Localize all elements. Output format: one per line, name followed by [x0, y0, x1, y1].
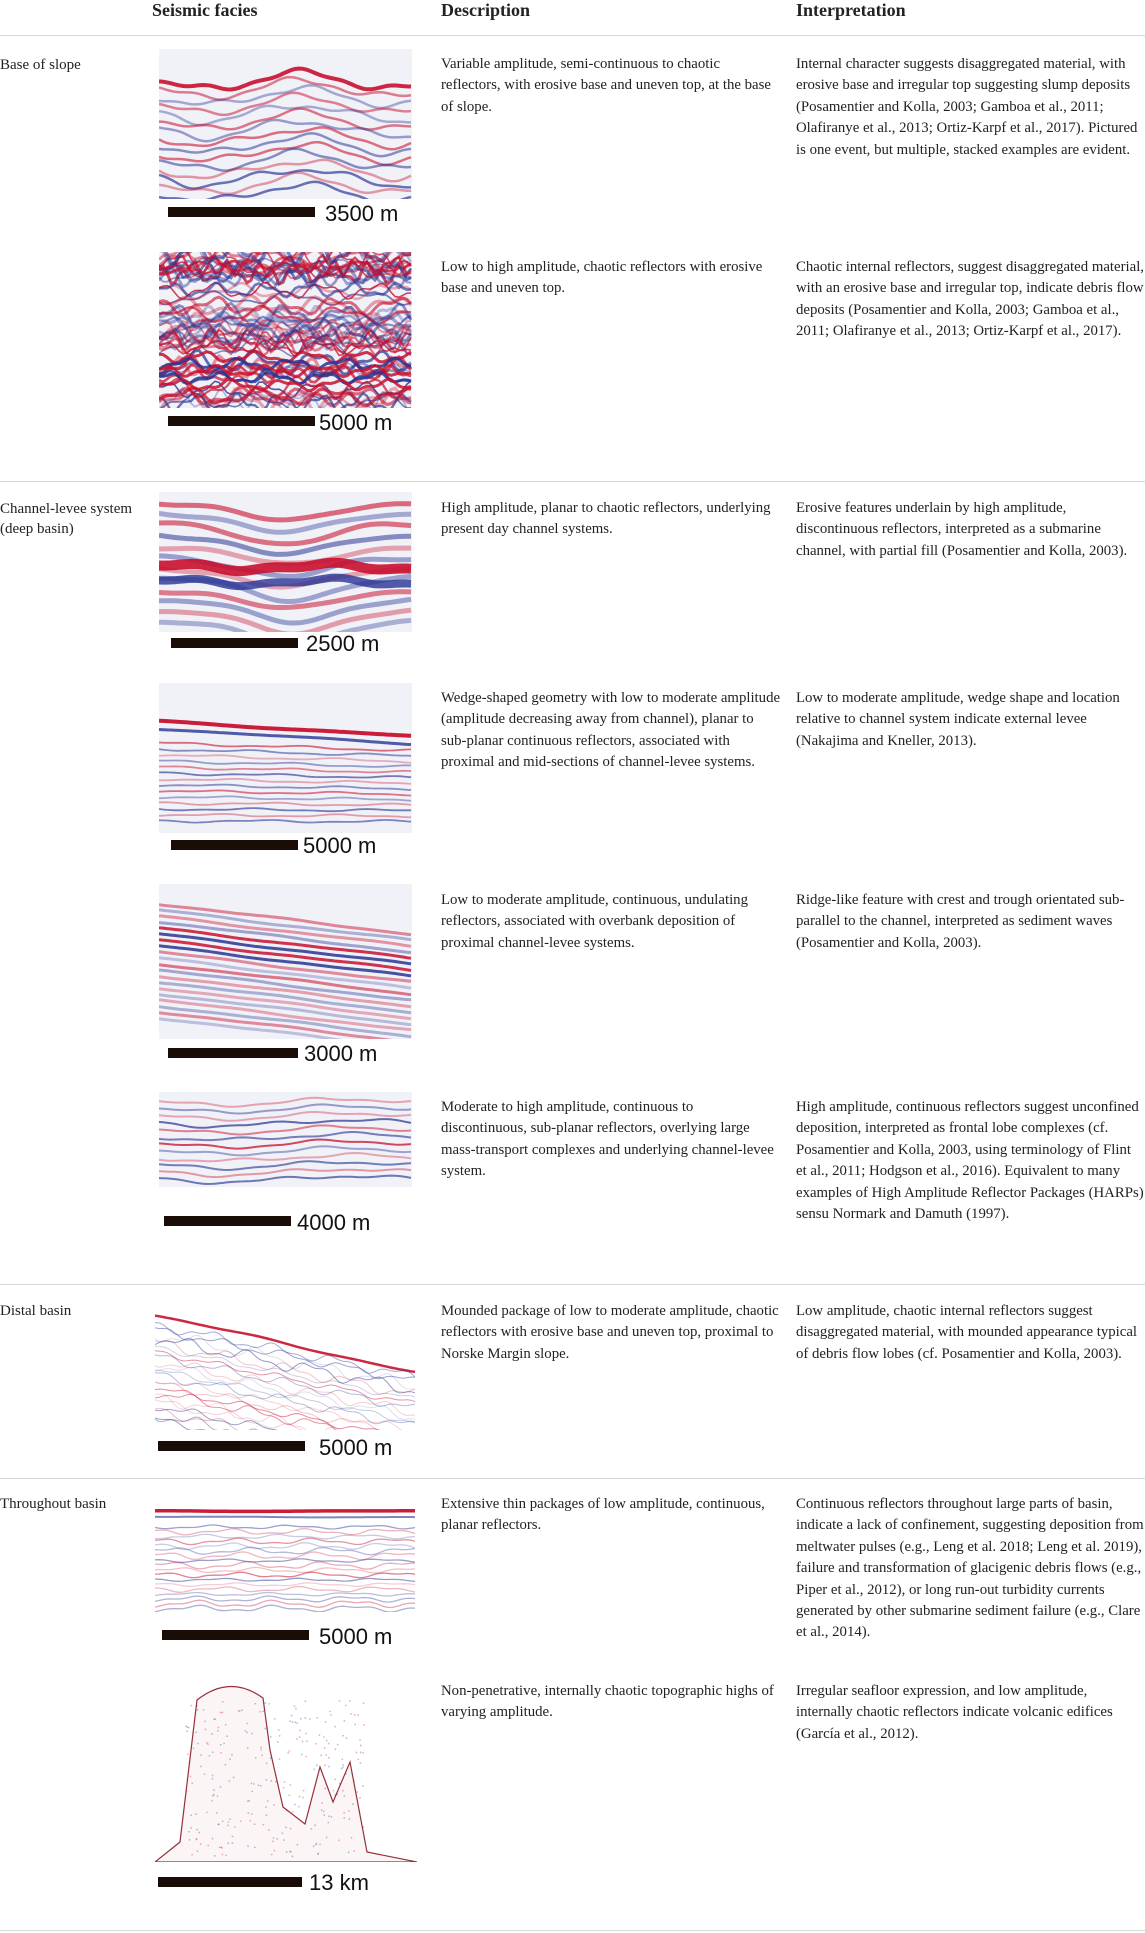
- header-seismic-facies: Seismic facies: [152, 0, 258, 20]
- interpretation-text: Erosive features underlain by high amplitude, discontinuous reflectors, interpreted as a submarine channel, with partial fill (Posamentier and Kolla, 2003).: [796, 500, 1128, 559]
- header-divider: [0, 35, 1145, 36]
- seismic-texture: [159, 252, 412, 408]
- seismic-texture: [159, 1092, 412, 1187]
- description-text: Low to moderate amplitude, continuous, undulating reflectors, associated with overbank deposition of proximal channel-levee systems.: [441, 892, 748, 951]
- interpretation-text: Low to moderate amplitude, wedge shape and location relative to channel system indicate external levee (Nakajima and Kneller, 2013).: [796, 690, 1120, 749]
- seismic-image: [159, 683, 412, 833]
- description-text: Non-penetrative, internally chaotic topographic highs of varying amplitude.: [441, 1683, 774, 1721]
- seismic-texture: [155, 1499, 417, 1612]
- group-divider: [0, 1284, 1145, 1285]
- group-divider: [0, 481, 1145, 482]
- seismic-texture: [159, 683, 412, 833]
- scale-label: 3500 m: [325, 201, 399, 226]
- scale-bar: [168, 207, 315, 217]
- seismic-texture: [155, 1680, 417, 1862]
- group-label: Base of slope: [0, 57, 81, 73]
- scale-label: 4000 m: [297, 1210, 371, 1235]
- seismic-texture: [159, 49, 412, 199]
- interpretation-text: Continuous reflectors throughout large parts of basin, indicate a lack of confinement, suggesting deposition from meltwater pulses (e.g., Leng et al. 2018; Leng et al. 2019), failure and transformation of glacigenic debris flows (e.g., Piper et al., 2012), or long run-out turbidity currents generated by other submarine sediment failure (e.g., Clare et al., 2014).: [796, 1496, 1144, 1641]
- interpretation-text: High amplitude, continuous reflectors suggest unconfined deposition, interpreted as frontal lobe complexes (cf. Posamentier and Kolla, 2003, using terminology of Flint et al., 2011; Hodgson et al., 2016). Equivalent to many examples of High Amplitude Reflector Packages (HARPs) sensu Normark and Damuth (1997).: [796, 1099, 1144, 1223]
- scale-label: 5000 m: [319, 1435, 393, 1460]
- seismic-image: [159, 252, 412, 408]
- scale-bar: [168, 1048, 298, 1058]
- scale-bar: [168, 416, 315, 426]
- group-divider: [0, 1478, 1145, 1479]
- seismic-texture: [155, 1303, 417, 1430]
- seismic-image: [155, 1680, 417, 1862]
- group-label: Channel-levee system (deep basin): [0, 501, 133, 537]
- seismic-image: [159, 492, 412, 632]
- group-label: Throughout basin: [0, 1496, 107, 1512]
- scale-bar: [162, 1630, 309, 1640]
- scale-bar: [158, 1877, 302, 1887]
- interpretation-text: Low amplitude, chaotic internal reflectors suggest disaggregated material, with mounded appearance typical of debris flow lobes (cf. Posamentier and Kolla, 2003).: [796, 1303, 1138, 1362]
- group-label: Distal basin: [0, 1303, 72, 1319]
- description-text: High amplitude, planar to chaotic reflectors, underlying present day channel systems.: [441, 500, 771, 538]
- description-text: Mounded package of low to moderate amplitude, chaotic reflectors with erosive base and uneven top, proximal to Norske Margin slope.: [441, 1303, 779, 1362]
- description-text: Low to high amplitude, chaotic reflectors with erosive base and uneven top.: [441, 259, 763, 297]
- scale-label: 5000 m: [319, 410, 393, 435]
- description-text: Wedge-shaped geometry with low to moderate amplitude (amplitude decreasing away from channel), planar to sub-planar continuous reflectors, associated with proximal and mid-sections of channel-levee systems.: [441, 690, 781, 771]
- seismic-texture: [159, 884, 412, 1039]
- scale-bar: [158, 1441, 305, 1451]
- scale-bar: [164, 1216, 291, 1226]
- interpretation-text: Internal character suggests disaggregated material, with erosive base and irregular top suggesting slump deposits (Posamentier and Kolla, 2003; Gamboa et al., 2011; Olafiranye et al., 2013; Ortiz-Karpf et al., 2017). Pictured is one event, but multiple, stacked examples are evident.: [796, 56, 1138, 158]
- scale-label: 13 km: [309, 1870, 369, 1895]
- seismic-image: [159, 884, 412, 1039]
- seismic-texture: [159, 492, 412, 632]
- seismic-image: [159, 1092, 412, 1187]
- interpretation-text: Irregular seafloor expression, and low amplitude, internally chaotic reflectors indicate volcanic edifices (García et al., 2012).: [796, 1683, 1113, 1742]
- scale-label: 3000 m: [304, 1041, 378, 1066]
- table-bottom-rule: [0, 1930, 1145, 1931]
- seismic-image: [155, 1303, 417, 1430]
- seismic-image: [155, 1499, 417, 1612]
- interpretation-text: Ridge-like feature with crest and trough orientated sub-parallel to the channel, interpreted as sediment waves (Posamentier and Kolla, 2003).: [796, 892, 1125, 951]
- description-text: Moderate to high amplitude, continuous to discontinuous, sub-planar reflectors, overlying large mass-transport complexes and underlying channel-levee system.: [441, 1099, 774, 1180]
- description-text: Extensive thin packages of low amplitude, continuous, planar reflectors.: [441, 1496, 765, 1534]
- scale-label: 5000 m: [319, 1624, 393, 1649]
- scale-bar: [171, 638, 298, 648]
- interpretation-text: Chaotic internal reflectors, suggest disaggregated material, with an erosive base and irregular top, indicate debris flow deposits (Posamentier and Kolla, 2003; Gamboa et al., 2011; Olafiranye et al., 2013; Ortiz-Karpf et al., 2017).: [796, 259, 1145, 340]
- scale-label: 5000 m: [303, 833, 377, 858]
- header-interpretation: Interpretation: [796, 0, 906, 20]
- description-text: Variable amplitude, semi-continuous to chaotic reflectors, with erosive base and uneven top, at the base of slope.: [441, 56, 771, 115]
- scale-bar: [171, 840, 298, 850]
- scale-label: 2500 m: [306, 631, 380, 656]
- seismic-image: [159, 49, 412, 199]
- header-description: Description: [441, 0, 530, 20]
